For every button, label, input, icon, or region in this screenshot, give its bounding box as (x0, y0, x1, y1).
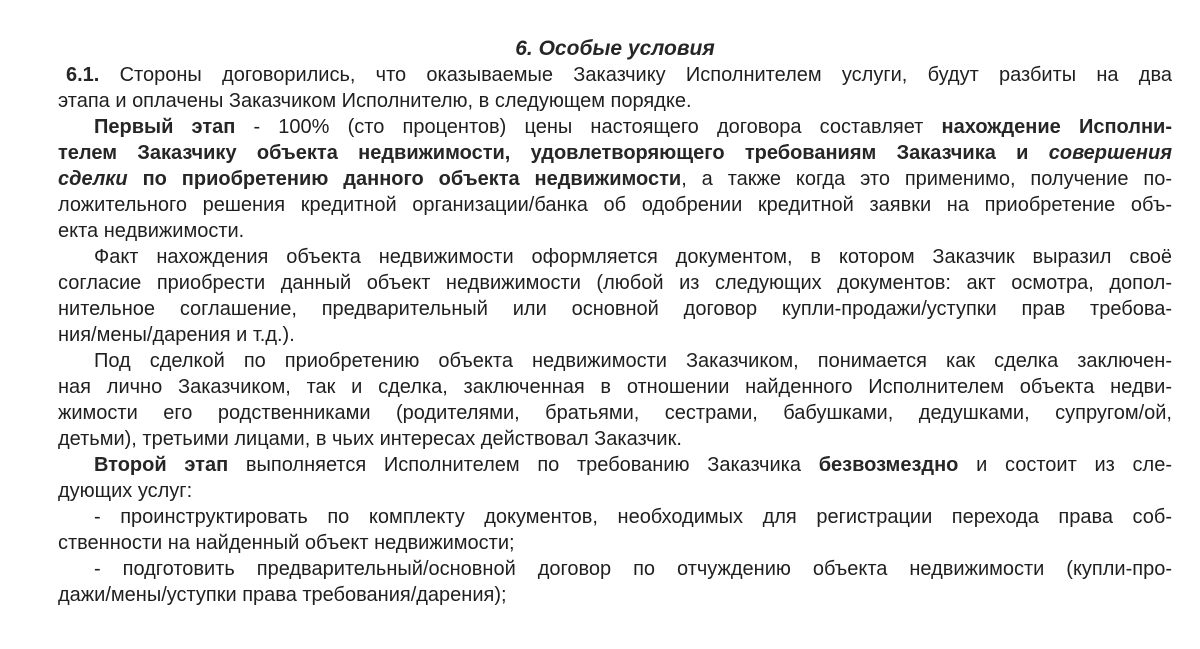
first-stage-line-1 (58, 114, 1172, 140)
deal-paragraph-line-3 (58, 400, 1172, 426)
first-stage-bold-italic-1: совершения (1048, 142, 1172, 164)
fact-text-1: Факт нахождения объекта недвижимости оформляется документом, в котором Заказчик выразил своё (94, 246, 1172, 268)
second-stage-line-1 (58, 452, 1172, 478)
fact-paragraph-line-3 (58, 296, 1172, 322)
section-title: 6. Особые условия (515, 37, 715, 60)
fact-paragraph-line-2 (58, 270, 1172, 296)
clause-6-1-line-2 (58, 88, 1172, 114)
list-item-1-text-2: ственности на найденный объект недвижимости; (58, 532, 515, 554)
fact-paragraph-line-1 (58, 244, 1172, 270)
list-item-1-text-1: - проинструктировать по комплекту документов, необходимых для регистрации перехода права соб- (94, 506, 1172, 528)
first-stage-bold-3: по приобретению данного объекта недвижимости (127, 168, 682, 190)
fact-text-4: ния/мены/дарения и т.д.). (58, 324, 295, 346)
first-stage-line-2 (58, 140, 1172, 166)
first-stage-bold-2: телем Заказчику объекта недвижимости, удовлетворяющего требованиям Заказчика и (58, 142, 1049, 164)
second-stage-text-1: выполняется Исполнителем по требованию Заказчика (228, 454, 819, 476)
document-page (58, 0, 1172, 608)
list-item-2-line-2 (58, 582, 1172, 608)
deal-text-4: детьми), третьими лицами, в чьих интересах действовал Заказчик. (58, 428, 682, 450)
first-stage-line-4 (58, 192, 1172, 218)
clause-number: 6.1. (66, 64, 100, 86)
second-stage-text-3: дующих услуг: (58, 480, 193, 502)
first-stage-bold-italic-2: сделки (58, 168, 128, 190)
fact-text-3: нительное соглашение, предварительный или основной договор купли-продажи/уступки прав требова- (58, 298, 1172, 320)
first-stage-text-1: - 100% (сто процентов) цены настоящего договора составляет (235, 116, 942, 138)
clause-6-1-text-2: этапа и оплачены Заказчиком Исполнителю, в следующем порядке. (58, 90, 692, 112)
list-item-1-line-2 (58, 530, 1172, 556)
first-stage-text-4: ложительного решения кредитной организации/банка об одобрении кредитной заявки на приобретение объ- (58, 194, 1172, 216)
list-item-2-text-2: дажи/мены/уступки права требования/дарения); (58, 584, 507, 606)
first-stage-line-5 (58, 218, 1172, 244)
first-stage-label: Первый этап (94, 116, 236, 138)
clause-6-1-line-1 (58, 62, 1172, 88)
deal-text-3: жимости его родственниками (родителями, братьями, сестрами, бабушками, дедушками, супругом/ой, (58, 402, 1172, 424)
deal-paragraph-line-4 (58, 426, 1172, 452)
list-item-2-line-1 (58, 556, 1172, 582)
deal-text-1: Под сделкой по приобретению объекта недвижимости Заказчиком, понимается как сделка заключен- (94, 350, 1172, 372)
second-stage-line-2 (58, 478, 1172, 504)
first-stage-text-3: , а также когда это применимо, получение по- (681, 168, 1172, 190)
second-stage-bold: безвозмездно (818, 454, 959, 476)
list-item-2-text-1: - подготовить предварительный/основной договор по отчуждению объекта недвижимости (купли-про- (94, 558, 1172, 580)
deal-text-2: ная лично Заказчиком, так и сделка, заключенная в отношении найденного Исполнителем объекта недви- (58, 376, 1172, 398)
first-stage-text-5: екта недвижимости. (58, 220, 245, 242)
second-stage-text-2: и состоит из сле- (958, 454, 1172, 476)
deal-paragraph-line-2 (58, 374, 1172, 400)
second-stage-label: Второй этап (94, 454, 229, 476)
deal-paragraph-line-1 (58, 348, 1172, 374)
fact-paragraph-line-4 (58, 322, 1172, 348)
list-item-1-line-1 (58, 504, 1172, 530)
first-stage-bold-1: нахождение Исполни- (941, 116, 1172, 138)
fact-text-2: согласие приобрести данный объект недвижимости (любой из следующих документов: акт осмотра, допол- (58, 272, 1172, 294)
first-stage-line-3 (58, 166, 1172, 192)
clause-6-1-text-1: Стороны договорились, что оказываемые Заказчику Исполнителем услуги, будут разбиты на два (99, 64, 1172, 86)
